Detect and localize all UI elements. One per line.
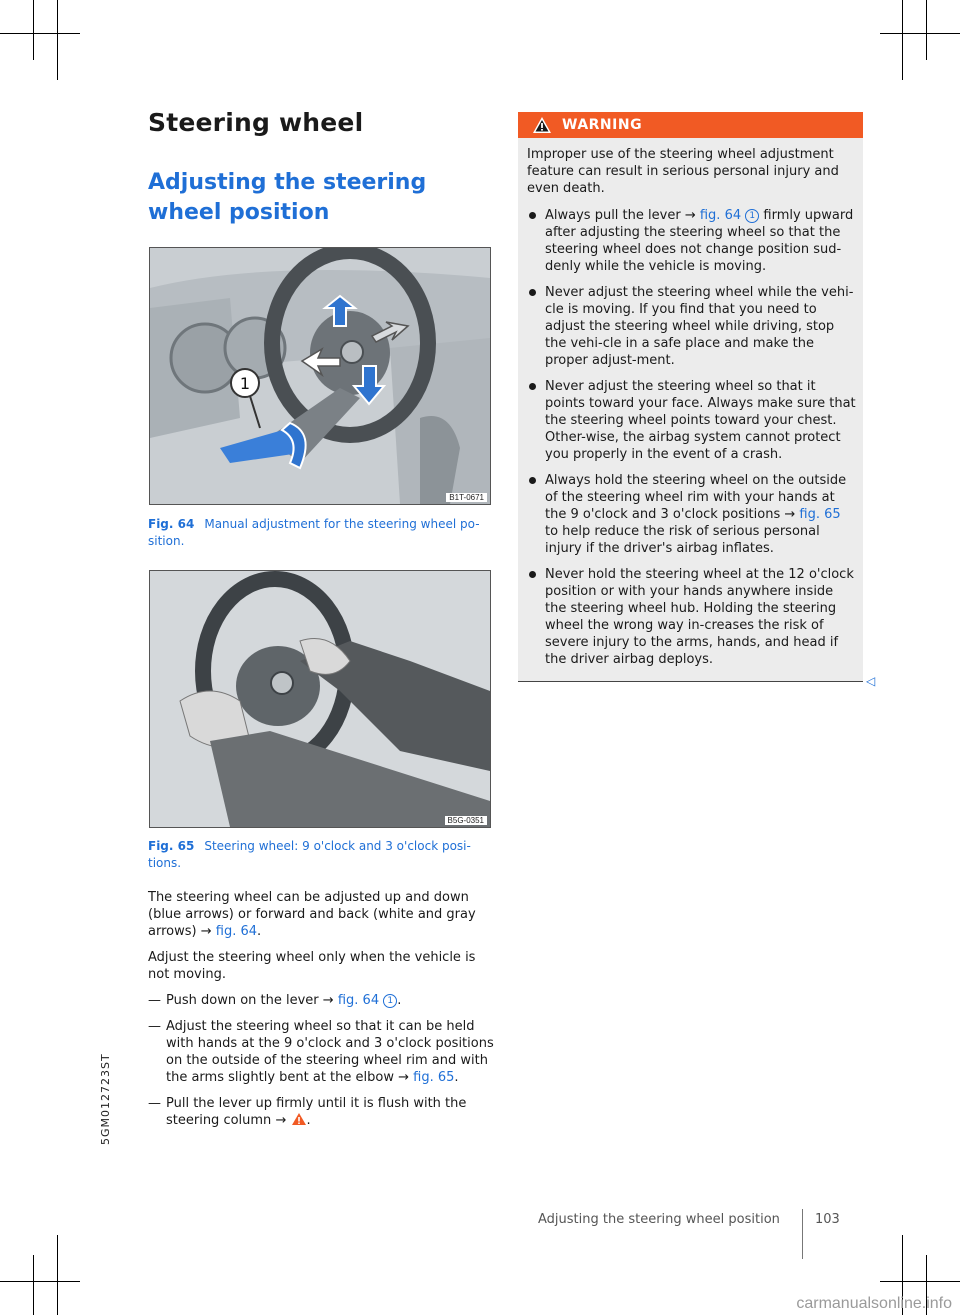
watermark: carmanualsonline.info <box>796 1295 952 1312</box>
arrow-icon: → <box>322 993 334 1008</box>
footer-divider <box>802 1209 803 1259</box>
hands-on-wheel-illustration <box>150 571 490 827</box>
crop-mark <box>33 1255 34 1315</box>
fig65-link[interactable]: fig. 65 <box>413 1070 455 1085</box>
bullet-text: to help reduce the risk of serious personal injury if the driver's airbag inflates. <box>545 524 820 556</box>
list-item <box>148 1018 494 1086</box>
fig64-link[interactable]: fig. 64 <box>337 993 380 1008</box>
paragraph-text: The steering wheel can be adjusted up and down (blue arrows) or forward and back (white and gray arrows) <box>148 890 476 939</box>
dash-icon: — <box>148 993 161 1008</box>
body-text <box>148 889 494 1138</box>
warning-title: WARNING <box>562 117 643 133</box>
callout-1-label: 1 <box>239 374 251 393</box>
page-number: 103 <box>815 1212 840 1227</box>
bullet-text: Never adjust the steering wheel while the vehi-cle is moving. If you find that you need to adjust the steering wheel while driving, stop the vehi-cle in a safe place and make the proper adjust-ment. <box>545 285 854 368</box>
figure-64 <box>149 247 491 505</box>
figure-number: Fig. 64 <box>148 517 195 531</box>
bullet-text: Never hold the steering wheel at the 12 o'clock position or with your hands anywhere inside the steering wheel hub. Holding the steering wheel the wrong way in-creases the risk of severe injury to the arms, hands, and head if the driver airbag deploys. <box>545 567 854 667</box>
figure-65-caption <box>148 838 488 872</box>
bullet-icon <box>529 571 536 578</box>
period: . <box>454 1070 459 1085</box>
step-list <box>148 992 494 1129</box>
arrow-icon: → <box>398 1070 410 1085</box>
callout-1-icon: 1 <box>383 994 397 1008</box>
warning-ref-icon[interactable] <box>291 1112 307 1126</box>
crop-mark <box>880 1281 960 1282</box>
steering-adjust-illustration <box>150 248 490 504</box>
section-title: Adjusting the steering wheel position <box>148 170 427 225</box>
fig64-link[interactable]: fig. 64 <box>215 924 258 939</box>
step-text: Adjust the steering wheel so that it can be held with hands at the 9 o'clock and 3 o'clock positions on the outside of the steering wheel rim and with the arms slightly bent at the elbow <box>166 1019 494 1085</box>
list-item <box>148 1095 494 1129</box>
warning-divider <box>518 681 863 682</box>
warning-body <box>518 138 863 681</box>
bullet-text: firmly upward after adjusting the steering wheel so that the steering wheel does not change position sud-denly while the vehicle is moving. <box>545 208 854 274</box>
warning-list <box>527 207 857 668</box>
bullet-icon <box>529 383 536 390</box>
caption-text: Steering wheel: 9 o'clock and 3 o'clock posi-tions. <box>148 839 471 870</box>
bullet-icon <box>529 289 536 296</box>
list-item <box>527 284 857 369</box>
paragraph-2: Adjust the steering wheel only when the vehicle is not moving. <box>148 950 476 982</box>
bullet-text: Always pull the lever <box>545 208 681 223</box>
end-marker-icon: ◁ <box>866 674 876 688</box>
document-code: 5GM012723ST <box>99 1053 112 1145</box>
crop-mark <box>880 33 960 34</box>
figure-65 <box>149 570 491 828</box>
list-item <box>148 992 494 1009</box>
crop-mark <box>926 0 927 60</box>
warning-box <box>518 112 863 682</box>
list-item <box>527 472 857 557</box>
bullet-text: Always hold the steering wheel on the outside of the steering wheel rim with your hands at the 9 o'clock and 3 o'clock positions <box>545 473 847 522</box>
bullet-icon <box>529 477 536 484</box>
crop-mark <box>902 0 903 80</box>
crop-mark <box>0 1281 80 1282</box>
arrow-icon: → <box>200 924 212 939</box>
warning-intro: Improper use of the steering wheel adjustment feature can result in serious personal injury and even death. <box>527 147 839 196</box>
callout-1-icon: 1 <box>745 209 759 223</box>
list-item <box>527 378 857 463</box>
footer-section-title: Adjusting the steering wheel position <box>538 1212 780 1227</box>
warning-header <box>518 112 863 138</box>
figure-number: Fig. 65 <box>148 839 195 853</box>
period: . <box>257 924 262 939</box>
caption-text: Manual adjustment for the steering wheel po-sition. <box>148 517 480 548</box>
figure-64-caption <box>148 516 488 550</box>
dash-icon: — <box>148 1096 161 1111</box>
page-title: Steering wheel <box>148 108 364 137</box>
crop-mark <box>0 33 80 34</box>
paragraph-1 <box>148 889 494 940</box>
figure-code: B1T-0671 <box>446 493 487 502</box>
dash-icon: — <box>148 1019 161 1034</box>
crop-mark <box>57 1235 58 1315</box>
crop-mark <box>33 0 34 60</box>
period: . <box>306 1113 311 1128</box>
step-text: Pull the lever up firmly until it is flush with the steering column <box>166 1096 467 1128</box>
bullet-icon <box>529 212 536 219</box>
warning-icon <box>532 116 552 134</box>
arrow-icon: → <box>784 507 796 522</box>
fig64-link[interactable]: fig. 64 <box>699 208 742 223</box>
crop-mark <box>57 0 58 80</box>
arrow-icon: → <box>684 208 696 223</box>
arrow-icon: → <box>275 1113 287 1128</box>
fig65-link[interactable]: fig. 65 <box>799 507 841 522</box>
list-item <box>527 207 857 275</box>
period: . <box>397 993 402 1008</box>
bullet-text: Never adjust the steering wheel so that it points toward your face. Always make sure that the steering wheel points toward your chest. Other-wise, the airbag system cannot protect you properly in the event of a crash. <box>545 379 856 462</box>
figure-code: B5G-0351 <box>445 816 487 825</box>
list-item <box>527 566 857 668</box>
step-text: Push down on the lever <box>166 993 319 1008</box>
